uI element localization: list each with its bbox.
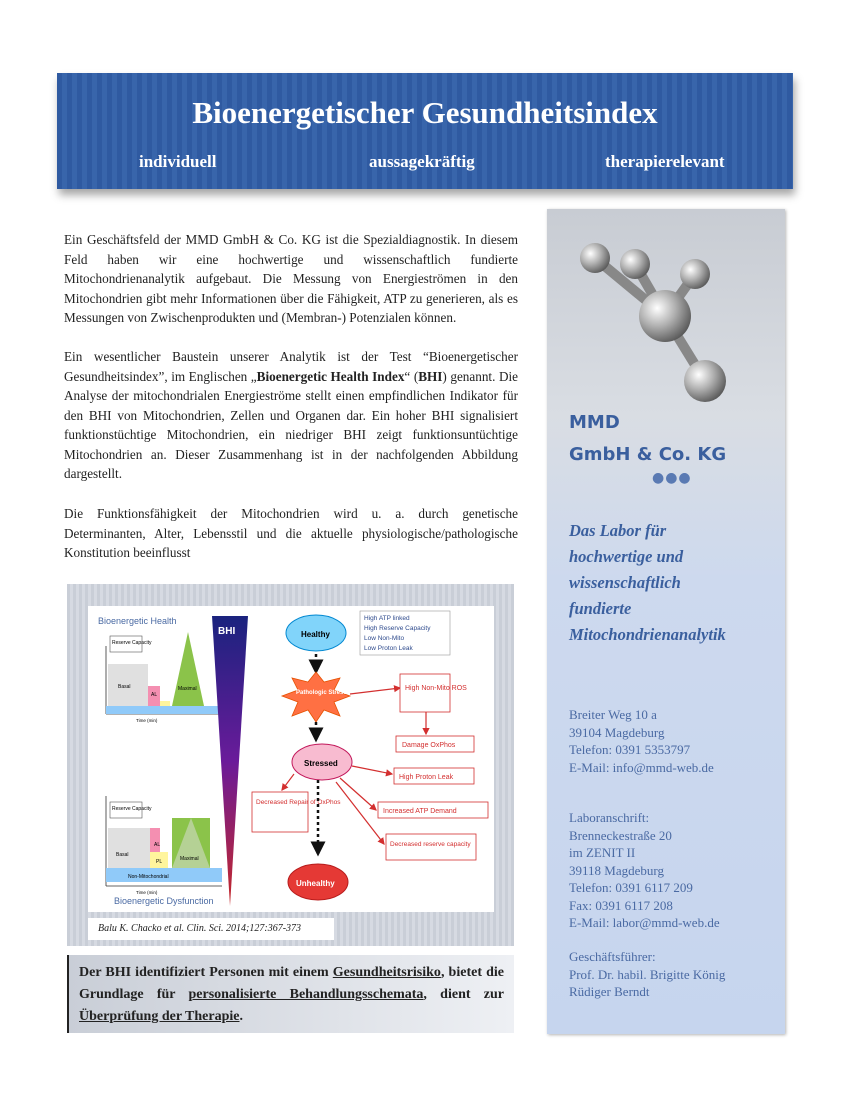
tag-aussagekraeftig: aussagekräftig [369,152,475,171]
chart-bottom-title: Bioenergetic Dysfunction [114,896,214,906]
healthy-list-2: High Reserve Capacity [364,625,431,632]
stressed-label: Stressed [304,759,338,768]
company-slogan: Das Labor für hochwertige und wissenschaftlich fundierte Mitochondrienanalytik [569,521,726,644]
repair-label: Decreased Repair of OxPhos [256,799,341,806]
basal-label-top: Basal [118,684,131,690]
reserve-label-bottom: Reserve Capacity [112,806,152,812]
ellipsis-dots-icon: ●●● [652,470,692,486]
non-mito-label-bottom: Non-Mitochondrial [128,874,169,880]
page-title: Bioenergetischer Gesundheitsindex [192,95,658,130]
bhi-label: BHI [218,626,236,637]
basal-area-bottom [108,828,150,868]
high-ros-box [400,674,450,712]
management-info: Geschäftsführer: Prof. Dr. habil. Brigitte König Rüdiger Berndt [569,949,726,999]
time-label-bottom: Time (min) [136,890,158,895]
company-name-line2: GmbH & Co. KG [569,444,727,465]
office-address: Breiter Weg 10 a 39104 Magdeburg Telefon: 0391 5353797 E-Mail: info@mmd-web.de [569,707,714,775]
molecule-icon [570,236,730,408]
maximal-label-bottom: Maximal [180,856,199,862]
al-label-top: AL [151,692,158,698]
intro-paragraph-3: Die Funktionsfähigkeit der Mitochondrien wird u. a. durch genetische Determinanten, Alter, Lebensstil und die aktuelle physiologische/pathologische Konstitution beeinflusst [64,506,518,560]
intro-paragraph-2: Ein wesentlicher Baustein unserer Analytik ist der Test “Bioenergetischer Gesundheitsindex”, im Englischen „Bioenergetic Health Index“ (BHI) genannt. Die Analyse der mitochondrialen Energieströme stellt einen empfindlichen Indikator für den BHI von Mitochondrien, Zellen und Organen dar. Ein hoher BHI signalisiert funktionstüchtige Mitochondrien, ein niedriger BHI zeigt funktionsuntüchtige Mitochondrien an. Dieser Zusammenhang ist in der nachfolgenden Abbildung dargestellt. [64,349,518,481]
pl-label-bottom: PL [156,859,163,865]
bhi-diagram [88,606,494,912]
bhi-callout: Der BHI identifiziert Personen mit einem Gesundheitsrisiko, bietet die Grundlage für personalisierte Behandlungsschemata, dient zur Überprüfung der Therapie. [67,955,514,1033]
lab-email-link[interactable]: E-Mail: labor@mmd-web.de [569,915,720,930]
healthy-list-4: Low Proton Leak [364,645,413,652]
maximal-label-top: Maximal [178,686,197,692]
reserve-label-top: Reserve Capacity [112,640,152,646]
healthy-list-3: Low Non-Mito [364,635,405,642]
reserve-dec-label: Decreased reserve capacity [390,841,471,848]
bhi-wedge [212,616,248,906]
intro-paragraph-1: Ein Geschäftsfeld der MMD GmbH & Co. KG ist die Spezialdiagnostik. In diesem Feld haben wir eine hochwertige und wissenschaftlich fundierte Mitochondrienanalytik aufgebaut. Die Messung von Energieströmen in den Mitochondrien gibt mehr Informationen über die Fähigkeit, ATP zu generieren, als es Messungen von Zwischenprodukten und (Membran-) Potenzialen können. [64,232,518,325]
lab-address: Laboranschrift: Brenneckestraße 20 im ZENIT II 39118 Magdeburg Telefon: 0391 6117 209 Fax: 0391 6117 208 E-Mail: labor@mmd-web.de [569,810,720,930]
tag-individuell: individuell [139,152,217,171]
figure-citation: Balu K. Chacko et al. Clin. Sci. 2014;127:367-373 [88,918,334,940]
damage-label: Damage OxPhos [402,742,456,749]
unhealthy-label: Unhealthy [296,879,335,888]
chart-top-title: Bioenergetic Health [98,616,177,626]
maximal-peak-top [172,632,204,706]
bhi-figure [88,606,494,912]
basal-label-bottom: Basal [116,852,129,858]
al-label-bottom: AL [154,842,161,848]
healthy-list-1: High ATP linked [364,615,410,622]
non-mito-band-top [106,706,222,714]
healthy-label: Healthy [301,630,330,639]
time-label-top: Time (min) [136,718,158,723]
repair-box [252,792,308,832]
atp-demand-label: Increased ATP Demand [383,808,457,815]
proton-label: High Proton Leak [399,774,454,781]
header-banner [57,73,793,189]
company-name-line1: MMD [569,412,620,433]
office-email-link[interactable]: E-Mail: info@mmd-web.de [569,759,714,775]
high-ros-label: High Non-Mito ROS [405,685,467,692]
pathologic-stress-burst [282,672,350,722]
tag-therapierelevant: therapierelevant [605,152,725,171]
stress-label: Pathologic Stress [296,690,347,696]
